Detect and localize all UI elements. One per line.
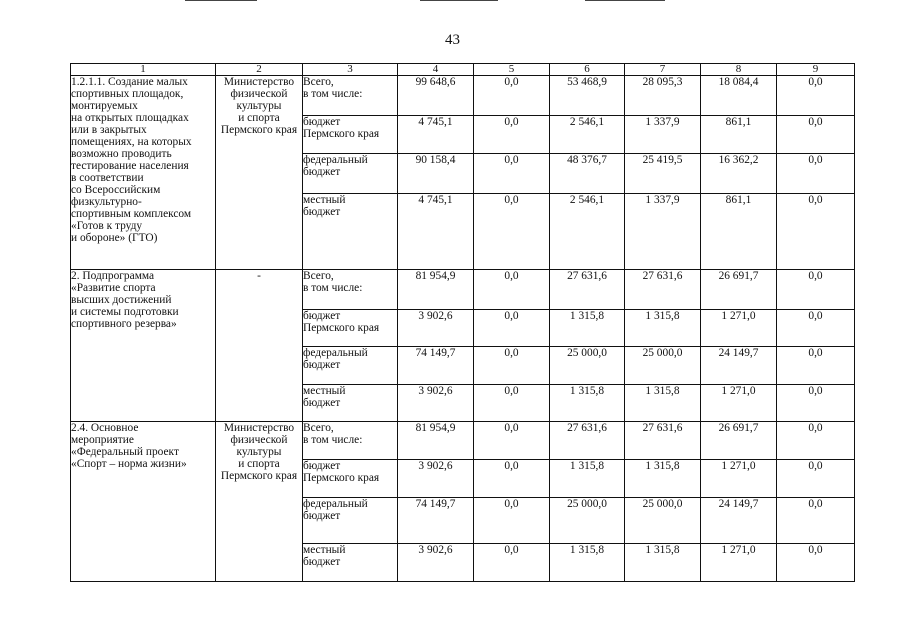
executor-cell [216, 270, 303, 422]
top-rule-left [185, 0, 257, 1]
value-cell: 24 149,7 [701, 498, 777, 544]
executor-line: физической [230, 88, 288, 100]
executor-cell [216, 422, 303, 582]
column-number: 8 [701, 64, 777, 76]
column-number: 9 [777, 64, 855, 76]
funding-source-line: федеральный [303, 347, 368, 359]
funding-source-cell [303, 270, 398, 310]
value-cell: 0,0 [474, 385, 550, 422]
column-number: 5 [474, 64, 550, 76]
funding-source-cell [303, 498, 398, 544]
program-name-line: возможно проводить [71, 148, 172, 160]
value-cell: 24 149,7 [701, 347, 777, 385]
value-cell: 0,0 [777, 422, 855, 460]
value-cell: 0,0 [777, 76, 855, 116]
value-cell: 0,0 [777, 498, 855, 544]
value-cell: 0,0 [777, 347, 855, 385]
value-cell: 0,0 [777, 385, 855, 422]
executor-line: и спорта [238, 112, 280, 124]
value-cell: 0,0 [474, 310, 550, 347]
value-cell: 0,0 [474, 460, 550, 498]
value-cell: 0,0 [474, 116, 550, 154]
funding-source-line: Всего, [303, 270, 334, 282]
value-cell: 0,0 [777, 310, 855, 347]
program-name-line: в соответствии [71, 172, 144, 184]
program-name-line: спортивных площадок, [71, 88, 184, 100]
value-cell: 861,1 [701, 116, 777, 154]
funding-source-line: местный [303, 194, 346, 206]
value-cell: 1 271,0 [701, 544, 777, 582]
value-cell: 1 315,8 [625, 460, 701, 498]
program-name-line: 1.2.1.1. Создание малых [71, 76, 188, 88]
value-cell: 0,0 [474, 544, 550, 582]
value-cell: 0,0 [474, 154, 550, 194]
funding-source-line: Пермского края [303, 472, 380, 484]
value-cell: 16 362,2 [701, 154, 777, 194]
program-name-line: и обороне» (ГТО) [71, 232, 158, 244]
funding-source-line: бюджет [303, 310, 341, 322]
value-cell: 25 000,0 [550, 498, 625, 544]
funding-source-cell [303, 116, 398, 154]
value-cell: 53 468,9 [550, 76, 625, 116]
funding-source-line: местный [303, 544, 346, 556]
executor-line: Министерство [223, 422, 295, 434]
program-name-line: спортивным комплексом [71, 208, 192, 220]
program-name-line: высших достижений [71, 294, 172, 306]
value-cell: 0,0 [777, 154, 855, 194]
value-cell: 0,0 [777, 544, 855, 582]
funding-source-line: бюджет [303, 116, 341, 128]
funding-source-cell [303, 347, 398, 385]
program-name-line: «Развитие спорта [71, 282, 156, 294]
value-cell: 2 546,1 [550, 116, 625, 154]
executor-line: культуры [236, 446, 282, 458]
executor-line: Министерство [223, 76, 295, 88]
table-body [71, 64, 855, 582]
program-name-cell [71, 270, 216, 422]
value-cell: 0,0 [777, 116, 855, 154]
value-cell: 27 631,6 [625, 270, 701, 310]
value-cell: 48 376,7 [550, 154, 625, 194]
funding-source-line: бюджет [303, 206, 341, 218]
funding-source-cell [303, 422, 398, 460]
value-cell: 0,0 [474, 270, 550, 310]
value-cell: 2 546,1 [550, 194, 625, 270]
funding-source-line: в том числе: [303, 434, 363, 446]
table-row [71, 270, 855, 310]
value-cell: 1 315,8 [550, 460, 625, 498]
value-cell: 0,0 [474, 347, 550, 385]
value-cell: 3 902,6 [398, 385, 474, 422]
funding-source-cell [303, 76, 398, 116]
program-name-line: со Всероссийским [71, 184, 161, 196]
value-cell: 74 149,7 [398, 498, 474, 544]
column-number-row [71, 64, 855, 76]
program-name-line: «Федеральный проект [71, 446, 179, 458]
column-number: 2 [216, 64, 303, 76]
column-number: 1 [71, 64, 216, 76]
value-cell: 18 084,4 [701, 76, 777, 116]
executor-line: физической [230, 434, 288, 446]
value-cell: 1 315,8 [625, 544, 701, 582]
value-cell: 0,0 [474, 498, 550, 544]
funding-source-cell [303, 544, 398, 582]
executor-line: - [257, 270, 261, 282]
value-cell: 0,0 [474, 194, 550, 270]
executor-line: Пермского края [220, 124, 298, 136]
value-cell: 1 315,8 [550, 544, 625, 582]
column-number: 4 [398, 64, 474, 76]
table-row [71, 76, 855, 116]
value-cell: 1 315,8 [625, 310, 701, 347]
executor-line: Пермского края [220, 470, 298, 482]
value-cell: 0,0 [474, 76, 550, 116]
value-cell: 1 337,9 [625, 116, 701, 154]
program-name-line: монтируемых [71, 100, 138, 112]
column-number: 3 [303, 64, 398, 76]
top-rule-center [420, 0, 498, 1]
value-cell: 0,0 [474, 422, 550, 460]
value-cell: 0,0 [777, 270, 855, 310]
funding-source-line: в том числе: [303, 282, 363, 294]
program-name-line: или в закрытых [71, 124, 147, 136]
value-cell: 4 745,1 [398, 194, 474, 270]
value-cell: 861,1 [701, 194, 777, 270]
value-cell: 1 315,8 [550, 385, 625, 422]
value-cell: 27 631,6 [625, 422, 701, 460]
funding-source-cell [303, 194, 398, 270]
funding-source-line: местный [303, 385, 346, 397]
program-name-line: «Готов к труду [71, 220, 143, 232]
executor-cell [216, 76, 303, 270]
value-cell: 1 271,0 [701, 460, 777, 498]
value-cell: 0,0 [777, 194, 855, 270]
value-cell: 25 000,0 [625, 498, 701, 544]
value-cell: 26 691,7 [701, 422, 777, 460]
funding-source-line: бюджет [303, 166, 341, 178]
value-cell: 25 000,0 [625, 347, 701, 385]
value-cell: 25 419,5 [625, 154, 701, 194]
funding-source-line: Пермского края [303, 322, 380, 334]
value-cell: 1 315,8 [625, 385, 701, 422]
program-name-line: 2.4. Основное [71, 422, 139, 434]
funding-source-line: бюджет [303, 510, 341, 522]
funding-source-cell [303, 460, 398, 498]
program-name-line: спортивного резерва» [71, 318, 177, 330]
page-number: 43 [445, 32, 460, 48]
value-cell: 27 631,6 [550, 270, 625, 310]
value-cell: 3 902,6 [398, 310, 474, 347]
value-cell: 3 902,6 [398, 544, 474, 582]
value-cell: 90 158,4 [398, 154, 474, 194]
program-name-line: «Спорт – норма жизни» [71, 458, 187, 470]
executor-line: культуры [236, 100, 282, 112]
value-cell: 0,0 [777, 460, 855, 498]
funding-source-cell [303, 385, 398, 422]
program-name-line: физкультурно- [71, 196, 142, 208]
funding-source-line: бюджет [303, 397, 341, 409]
value-cell: 26 691,7 [701, 270, 777, 310]
program-name-line: помещениях, на которых [71, 136, 192, 148]
program-name-line: 2. Подпрограмма [71, 270, 155, 282]
funding-source-line: Пермского края [303, 128, 380, 140]
program-name-line: тестирование населения [71, 160, 189, 172]
value-cell: 1 337,9 [625, 194, 701, 270]
program-name-cell [71, 422, 216, 582]
program-name-line: мероприятие [71, 434, 134, 446]
value-cell: 27 631,6 [550, 422, 625, 460]
value-cell: 1 271,0 [701, 385, 777, 422]
funding-source-line: бюджет [303, 556, 341, 568]
funding-source-cell [303, 154, 398, 194]
value-cell: 3 902,6 [398, 460, 474, 498]
funding-source-line: бюджет [303, 359, 341, 371]
value-cell: 25 000,0 [550, 347, 625, 385]
top-rule-right [585, 0, 665, 1]
value-cell: 28 095,3 [625, 76, 701, 116]
funding-source-line: федеральный [303, 498, 368, 510]
column-number: 7 [625, 64, 701, 76]
executor-line: и спорта [238, 458, 280, 470]
table-row [71, 422, 855, 460]
budget-table [70, 63, 855, 582]
funding-source-line: Всего, [303, 76, 334, 88]
value-cell: 74 149,7 [398, 347, 474, 385]
program-name-line: на открытых площадках [71, 112, 189, 124]
funding-source-line: федеральный [303, 154, 368, 166]
value-cell: 81 954,9 [398, 270, 474, 310]
funding-source-line: в том числе: [303, 88, 363, 100]
value-cell: 1 271,0 [701, 310, 777, 347]
funding-source-line: бюджет [303, 460, 341, 472]
column-number: 6 [550, 64, 625, 76]
program-name-line: и системы подготовки [71, 306, 179, 318]
value-cell: 81 954,9 [398, 422, 474, 460]
program-name-cell [71, 76, 216, 270]
value-cell: 1 315,8 [550, 310, 625, 347]
value-cell: 4 745,1 [398, 116, 474, 154]
funding-source-line: Всего, [303, 422, 334, 434]
funding-source-cell [303, 310, 398, 347]
value-cell: 99 648,6 [398, 76, 474, 116]
